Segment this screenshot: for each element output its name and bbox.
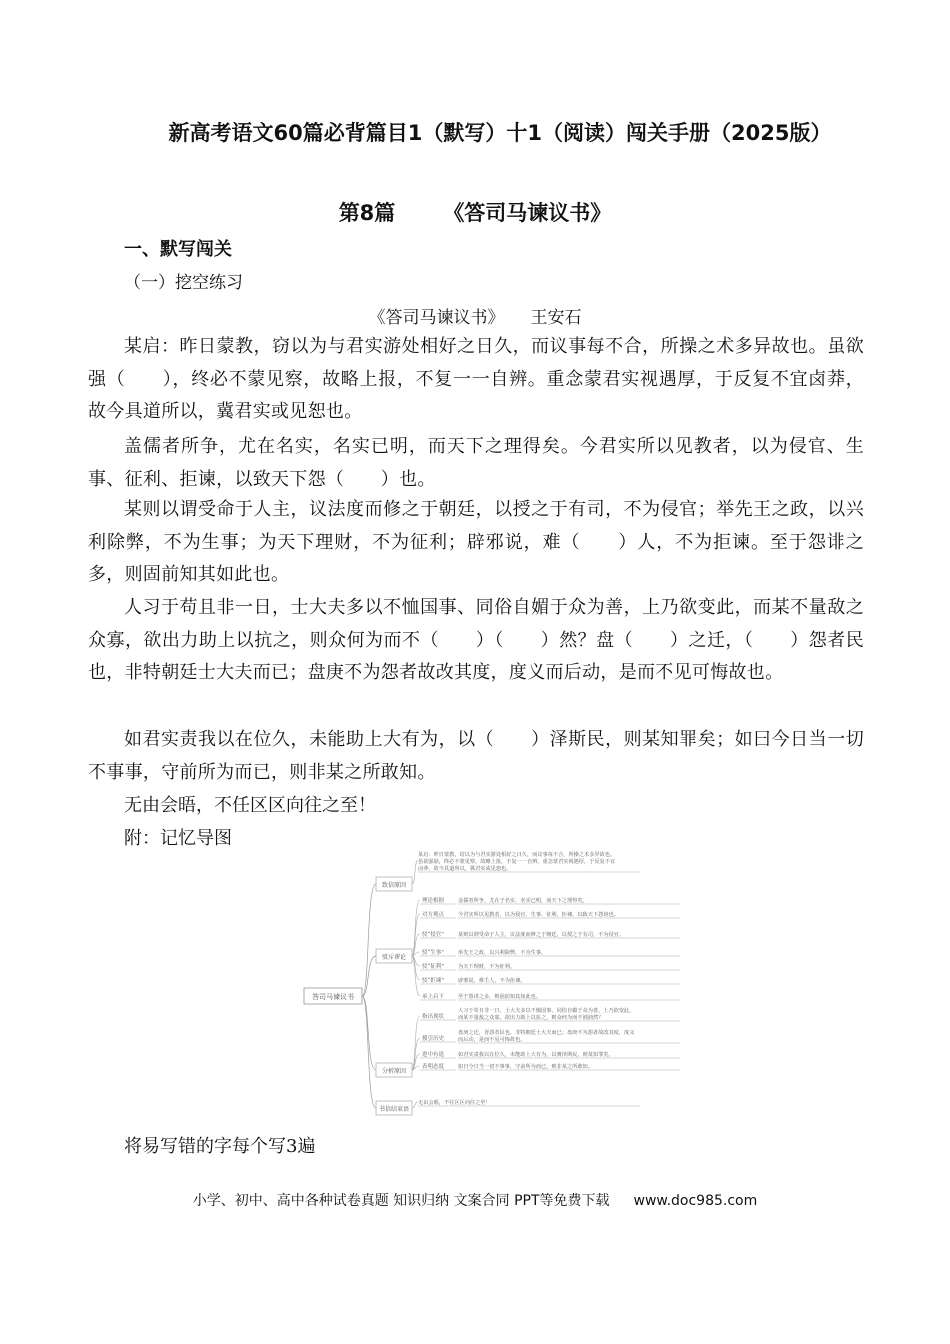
document-title: 新高考语文60篇必背篇目1（默写）十1（阅读）闯关手册（2025版） (168, 121, 832, 145)
mind-map-leaf-tag: 驳“生事” (422, 950, 445, 956)
paragraph: 某则以谓受命于人主，议法度而修之于朝廷，以授之于有司，不为侵官；举先王之政，以兴利除弊，不为生事；为天下理财，不为征利；辟邪说，难（ ）人，不为拒谏。至于怨诽之多，则固前知其如此也。 (88, 499, 864, 585)
mind-map-leaf-text: 某启：昨日蒙教，窃以为与君实游处相好之日久，而议事每不合，所操之术多异故也。 (418, 852, 616, 858)
mind-map-branch-label: 致信原因 (381, 882, 407, 889)
paragraph: 盖儒者所争，尤在名实，名实已明，而天下之理得矣。今君实所以见教者，以为侵官、生事、征利、拒谏，以致天下怨（ ）也。 (88, 436, 864, 490)
mind-map-connector (362, 884, 376, 996)
mind-map-leaf-tag: 指出现状 (422, 1014, 445, 1020)
paragraph: 如君实责我以在位久，未能助上大有为，以（ ）泽斯民，则某知罪矣；如曰今日当一切不事事，守前所为而已，则非某之所敢知。 (88, 729, 864, 783)
mind-map-leaf-tag: 进中有退 (422, 1052, 445, 1058)
poem-author: 王安石 (530, 308, 582, 328)
footer-text: 小学、初中、高中各种试卷真题 知识归纳 文案合同 PPT等免费下载 (192, 1193, 610, 1209)
mind-map-leaf-text: 而后动，是而不见可悔故也。 (458, 1037, 526, 1043)
mind-map-leaf-text: 卤莽，故今具道所以，冀君实或见恕也。 (418, 866, 512, 872)
page-footer (0, 1190, 950, 1210)
mind-map-leaf-text: 盖儒者所争，尤在于名实，名实已明，而天下之理得矣。 (458, 898, 588, 904)
mind-map-leaf-text: 今君实所以见教者，以为侵官、生事、征利、拒谏，以致天下怨谤也。 (458, 912, 619, 918)
mind-map-leaf-text: 人习于苟且非一日，士大夫多以不恤国事，同俗自媚于众为善，上乃欲变此， (458, 1008, 635, 1014)
mind-map-graphic (300, 850, 695, 1122)
mind-map-leaf-tag: 驳“征利” (422, 964, 445, 970)
mind-map-connector (362, 996, 376, 1108)
mind-map-leaf-tag: 承上启下 (422, 994, 445, 1000)
mind-map-leaf-text: 盘庚之迁，胥怨者民也，非特朝廷士大夫而已；盘庚不为怨者故改其度，度义 (458, 1030, 635, 1036)
footer-url: www.doc985.com (633, 1193, 758, 1209)
mind-map-leaf-text: 而某不量敌之众寡，欲出力助上以抗之，则众何为而不汹汹然？ (458, 1015, 604, 1021)
poem-title: 《答司马谏议书》 (368, 308, 505, 328)
mind-map-connector (412, 1016, 420, 1070)
mind-map-leaf-text: 某则以谓受命于人主，议法度而修之于朝廷，以授之于有司，不为侵官。 (458, 932, 625, 938)
work-title: 《答司马谏议书》 (443, 201, 612, 225)
mind-map-leaf-tag: 理论根据 (422, 898, 445, 904)
poem-heading (0, 303, 950, 328)
mind-map-connector (412, 956, 420, 996)
paragraph: 某启：昨日蒙教，窃以为与君实游处相好之日久，而议事每不合，所操之术多异故也。虽欲强（ ），终必不蒙见察，故略上报，不复一一自辨。重念蒙君实视遇厚，于反复不宜卤莽，故今具道所以，冀君实或见恕也。 (88, 336, 864, 422)
mind-map-leaf-tag: 援引历史 (422, 1036, 445, 1042)
mind-map-leaf-text: 辟邪说，难壬人，不为拒谏。 (458, 978, 526, 984)
appendix-label: 附：记忆导图 (124, 828, 232, 849)
mind-map-branch-label: 分析原因 (381, 1068, 407, 1075)
paragraph: 人习于苟且非一日，士大夫多以不恤国事、同俗自媚于众为善，上乃欲变此，而某不量敌之众寡，欲出力助上以抗之，则众何为而不（ ）（ ）然？盘（ ）之迁，（ ）怨者民也，非特朝廷士大夫而已；盘庚不为怨者故改其度，度义而后动，是而不见可悔故也。 (88, 597, 864, 683)
mind-map-leaf-text: 如曰今日当一切不事事，守前所为而已，则非某之所敢知。 (458, 1064, 593, 1070)
mind-map-leaf-text: 如君实责我以在位久，未能助上大有为，以膏泽斯民，则某知罪矣。 (458, 1052, 614, 1058)
mind-map-connector (412, 956, 420, 980)
closing-line: 无由会晤，不任区区向往之至！ (124, 795, 376, 816)
subsection-heading: （一）挖空练习 (124, 273, 243, 293)
chapter-heading (0, 197, 950, 227)
chapter-number: 第8篇 (338, 201, 396, 225)
section-heading: 一、默写闯关 (124, 239, 232, 260)
mind-map-leaf-tag: 对方观点 (422, 912, 445, 918)
mind-map-branch-label: 驳斥谬论 (381, 954, 407, 961)
practice-instruction: 将易写错的字每个写3遍 (124, 1136, 316, 1157)
mind-map-leaf-text: 至于怨诽之多，则固前知其如此也。 (458, 994, 542, 1000)
mind-map-root-label: 答司马谏议书 (312, 993, 354, 1001)
mind-map-leaf-tag: 驳“拒谏” (422, 978, 445, 984)
mind-map-connector (362, 996, 376, 1070)
mind-map-leaf-text: 举先王之政，以兴利除弊，不为生事。 (458, 950, 547, 956)
mind-map (300, 850, 695, 1122)
mind-map-leaf-text: 为天下理财，不为征利。 (458, 964, 516, 970)
mind-map-branch-label: 书信结束语 (378, 1106, 410, 1113)
mind-map-connector (362, 956, 376, 996)
mind-map-leaf-tag: 驳“侵官” (422, 932, 445, 938)
mind-map-leaf-text: 无由会晤，不任区区向往之至！ (418, 1100, 491, 1106)
mind-map-leaf-text: 虽欲强聒，终必不蒙见察，故略上报，不复一一自辨。重念蒙君实视遇厚，于反复不宜 (418, 859, 616, 865)
mind-map-leaf-tag: 表明态度 (422, 1064, 445, 1070)
